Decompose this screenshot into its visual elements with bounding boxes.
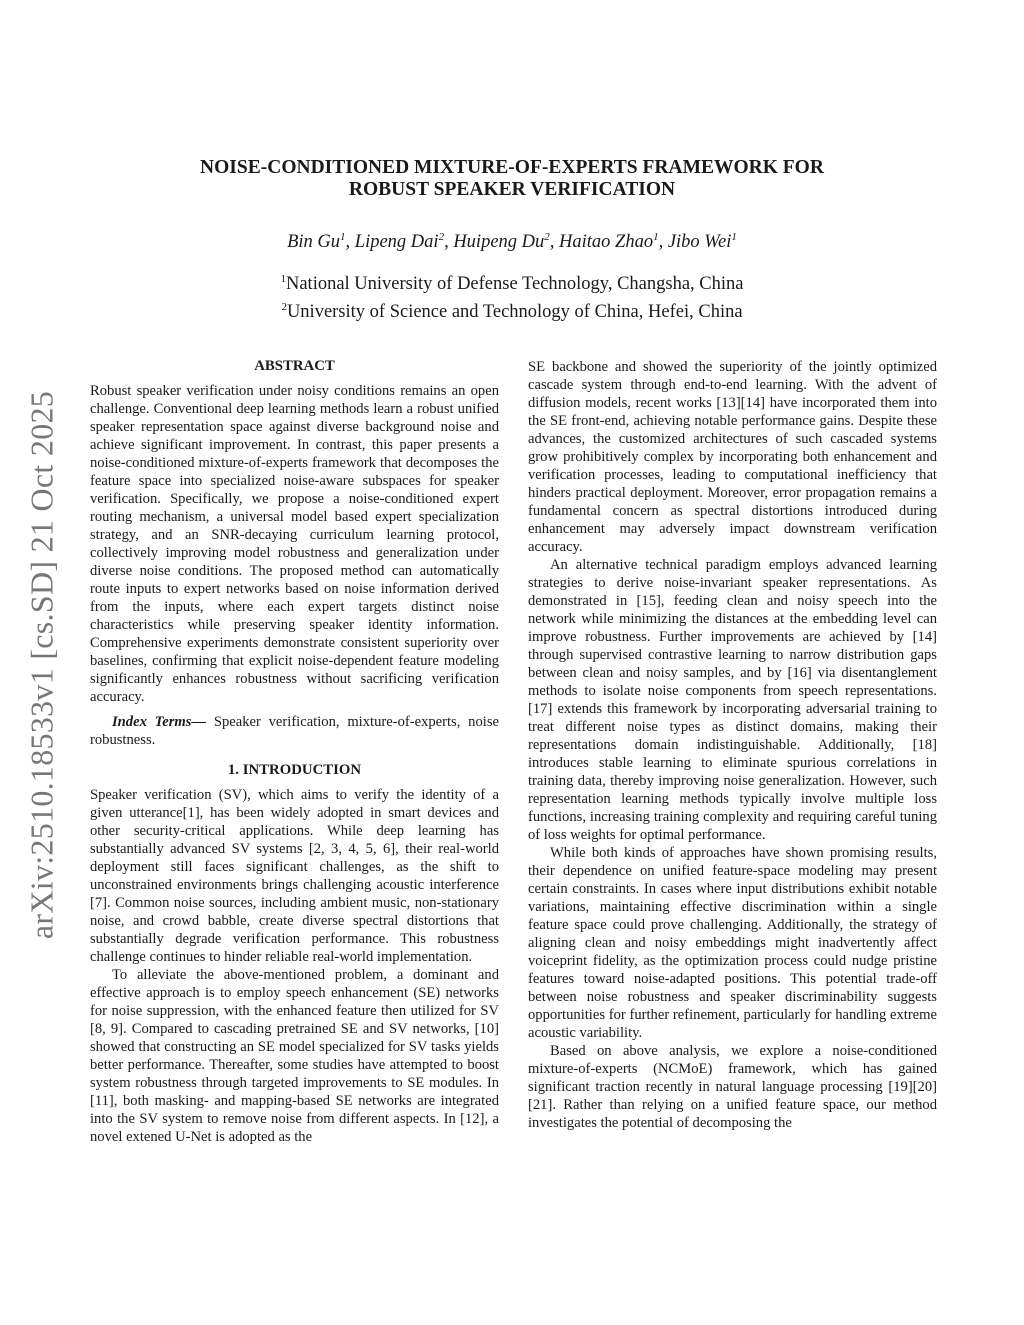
affiliation-2: $^2$University of Science and Technology of China, Hefei, China xyxy=(281,301,743,323)
abstract-text: Robust speaker verification under noisy conditions remains an open challenge. Conventional deep learning methods learn a robust unified speaker representation space against diverse background noise and achieve significant improvement. In contrast, this paper presents a noise-conditioned mixture-of-experts framework that decomposes the feature space into specialized noise-aware subspaces for speaker verification. Specifically, we propose a noise-conditioned expert routing mechanism, a universal model based expert specialization strategy, and an SNR-decaying curriculum learning protocol, collectively improving model robustness and generalization under diverse noise conditions. The proposed method can automatically route inputs to expert networks based on noise information derived from the inputs, where each expert targets distinct noise characteristics while preserving speaker identity information. Comprehensive experiments demonstrate consistent superiority over baselines, confirming that explicit noise-dependent feature modeling significantly enhances robustness without sacrificing verification accuracy. xyxy=(90,383,499,705)
intro-paragraph-6: Based on above analysis, we explore a noise-conditioned mixture-of-experts (NCMoE) framework, which has gained significant traction recently in natural language processing [19][20][21]. Rather than relying on a unified feature space, our method investigates the potential of decomposing the xyxy=(528,1043,937,1131)
index-terms-text: Speaker verification, mixture-of-experts, noise robustness. xyxy=(90,714,499,748)
author: Huipeng Du$^2$ xyxy=(453,231,550,253)
title-line-1: NOISE-CONDITIONED MIXTURE-OF-EXPERTS FRAMEWORK FOR xyxy=(200,157,824,178)
intro-paragraph-2: To alleviate the above-mentioned problem, a dominant and effective approach is to employ speech enhancement (SE) networks for noise suppression, with the enhanced feature then utilized for SV [8, 9]. Compared to cascading pretrained SE and SV networks, [10] showed that constructing an SE model specialized for SV tasks yields better performance. Thereafter, some studies have attempted to boost system robustness through targeted improvements to SE modules. In [11], both masking- and mapping-based SE networks are integrated into the SV system to remove noise from different aspects. In [12], a novel extened U-Net is adopted as the xyxy=(90,967,499,1145)
author-list: Bin Gu$^1$, Lipeng Dai$^2$, Huipeng Du$^2$, Haitao Zhao$^1$, Jibo Wei$^1$ xyxy=(287,231,737,253)
intro-paragraph-3: SE backbone and showed the superiority of the jointly optimized cascade system through end-to-end learning. With the advent of diffusion models, recent works [13][14] have incorporated them into the SE front-end, achieving notable performance gains. Despite these advances, the customized architectures of such cascaded systems grow prohibitively complex by incorporating both enhancement and verification processes, leading to computational inefficiency that hinders practical deployment. Moreover, error propagation remains a fundamental concern as spectral distortions introduced during enhancement may adversely impact downstream verification accuracy. xyxy=(528,359,937,555)
author: Bin Gu$^1$ xyxy=(287,231,346,253)
title-line-2: ROBUST SPEAKER VERIFICATION xyxy=(348,179,676,200)
left-column xyxy=(90,357,499,1146)
index-terms xyxy=(90,713,499,749)
author: Haitao Zhao$^1$ xyxy=(559,231,659,253)
introduction-heading: 1. INTRODUCTION xyxy=(227,762,362,778)
intro-paragraph-5: While both kinds of approaches have shown promising results, their dependence on unified feature-space modeling may present certain constraints. In cases where input distributions exhibit notable variations, maintaining effective discrimination within a single feature space could prove challenging. Additionally, the strategy of aligning clean and noisy embeddings might inadvertently affect voiceprint fidelity, as the optimization process could nudge pristine features toward noise-adapted positions. This potential trade-off between noise robustness and speaker discriminability suggests opportunities for further refinement, particularly for handling extreme acoustic variability. xyxy=(528,845,937,1041)
abstract-heading: ABSTRACT xyxy=(254,358,335,374)
right-column xyxy=(528,358,937,1132)
author: Jibo Wei$^1$ xyxy=(667,231,737,253)
author: Lipeng Dai$^2$ xyxy=(354,231,445,253)
arxiv-identifier: arXiv:2510.18533v1 [cs.SD] 21 Oct 2025 xyxy=(23,390,60,940)
paper-title xyxy=(120,157,904,201)
intro-paragraph-4: An alternative technical paradigm employs advanced learning strategies to derive noise-invariant speaker representations. As demonstrated in [15], feeding clean and noisy speech into the network while minimizing the distances at the embedding level can improve robustness. Further improvements are achieved by [14] through supervised contrastive learning to narrow distribution gaps between clean and noisy samples, and by [16] via disentanglement methods to isolate noise components from speech representations. [17] extends this framework by incorporating adversarial training to treat different noise types as distinct domains, making their representations domain indistinguishable. Additionally, [18] introduces stable learning to eliminate spurious correlations in training data, thereby improving noise generalization. However, such representation learning methods typically involve multiple loss functions, increasing training complexity and requiring careful tuning of loss weights for optimal performance. xyxy=(528,557,937,843)
index-terms-label: Index Terms— xyxy=(112,714,207,730)
affiliations xyxy=(120,268,904,324)
affiliation-1: $^1$National University of Defense Technology, Changsha, China xyxy=(280,273,744,295)
intro-paragraph-1: Speaker verification (SV), which aims to verify the identity of a given utterance[1], has been widely adopted in smart devices and other security-critical applications. While deep learning has substantially advanced SV systems [2, 3, 4, 5, 6], their real-world deployment still faces significant challenges, as the shift to unconstrained environments brings challenging acoustic interference [7]. Common noise sources, including ambient music, non-stationary noise, and crowd babble, create diverse spectral distortions that substantially degrade verification performance. This robustness challenge continues to hinder reliable real-world implementation. xyxy=(90,787,499,965)
